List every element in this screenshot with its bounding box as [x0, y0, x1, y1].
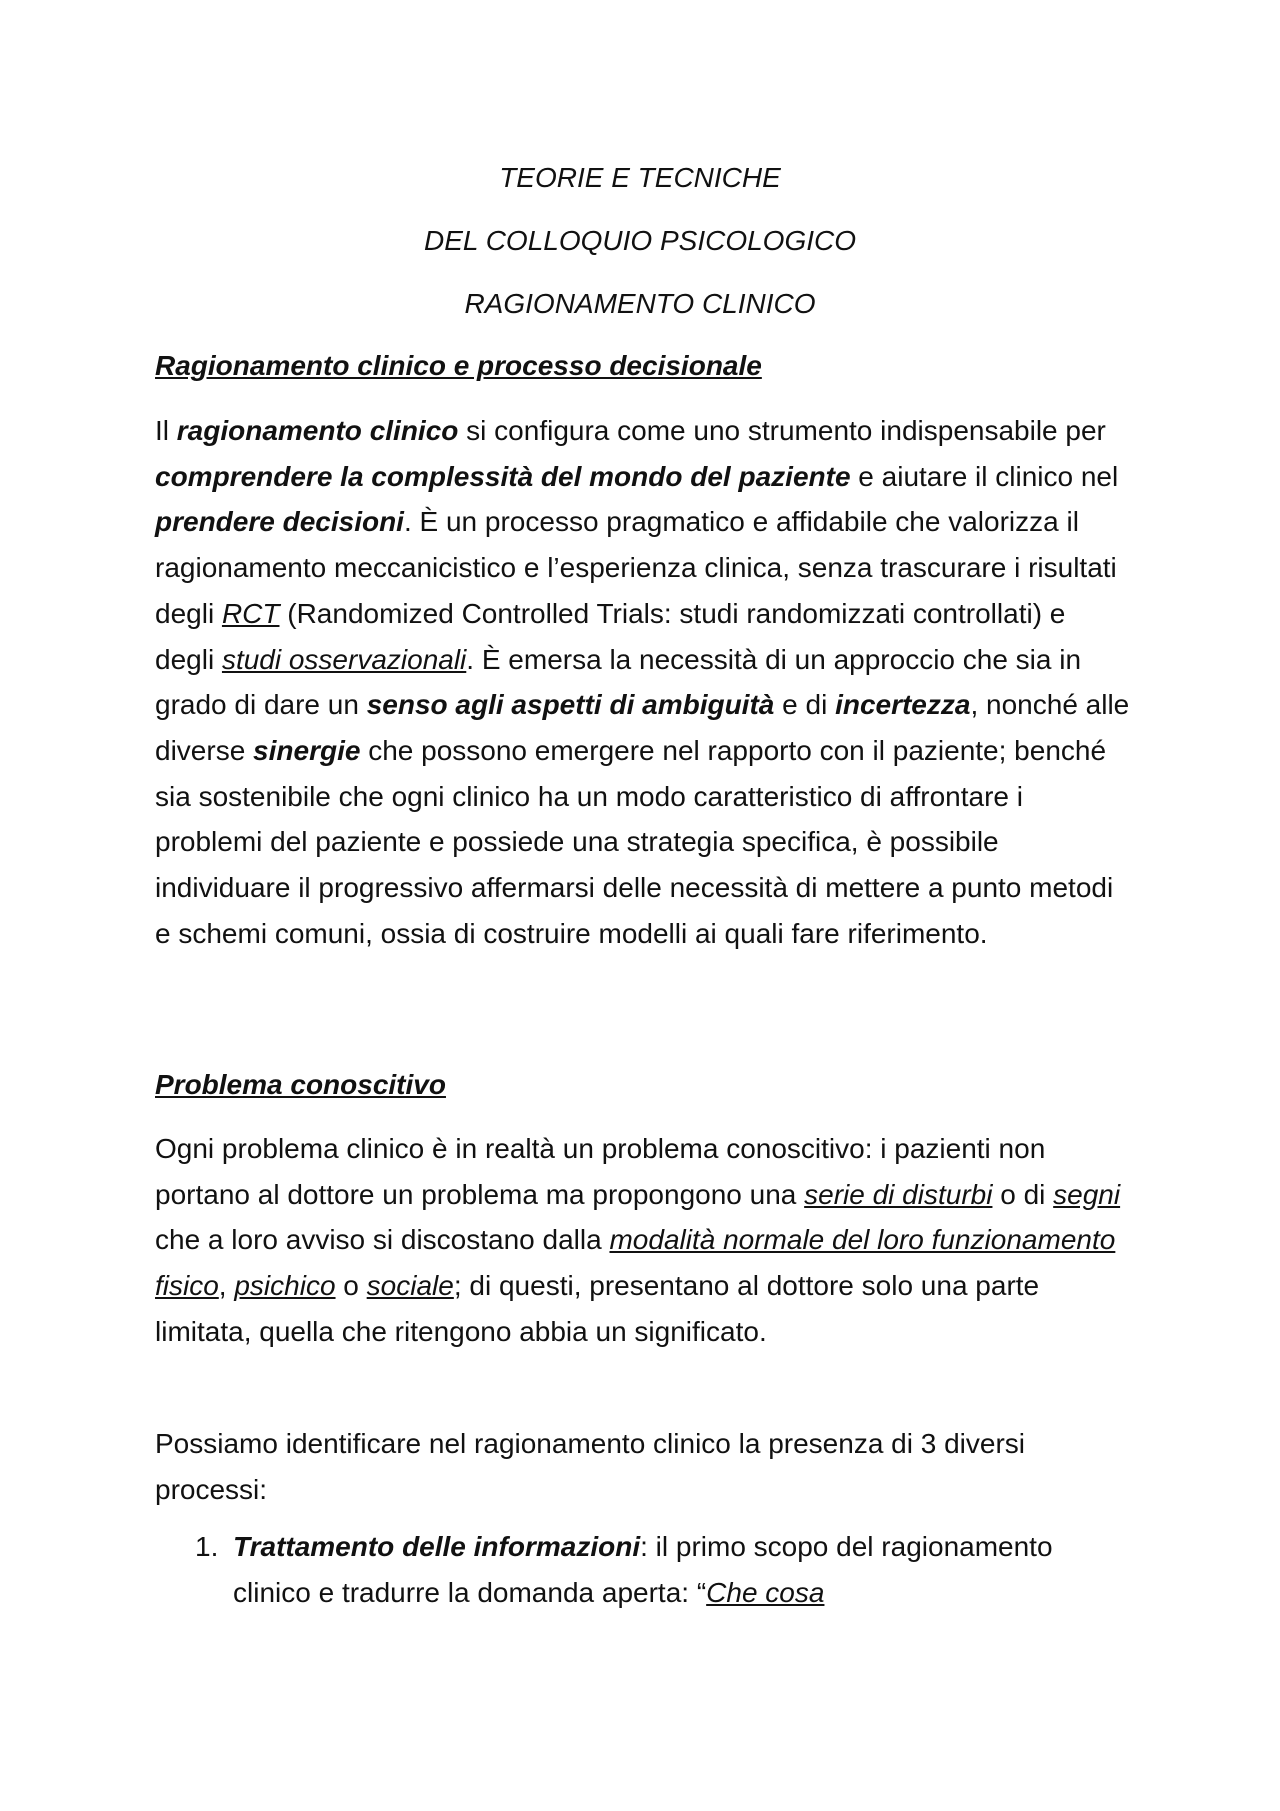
- document-title-line-1: TEORIE E TECNICHE: [499, 162, 781, 193]
- text-run: o di: [992, 1178, 1054, 1210]
- text-run: ; di questi, presentano al dottore solo una parte limitata, quella che ritengono abbia un significato.: [155, 1270, 1040, 1347]
- underlined-term-rct: RCT: [221, 597, 280, 629]
- text-run: (Randomized Controlled Trials: studi randomizzati controllati) e degli: [155, 597, 1066, 675]
- list-item: [155, 1524, 1130, 1615]
- text-run: . È un processo pragmatico e affidabile che valorizza il ragionamento meccanicistico e l’esperienza clinica, senza trascurare i risultati degli: [155, 506, 1117, 629]
- list-item-quote: Che cosa: [706, 1576, 825, 1608]
- text-run: si configura come uno strumento indispensabile per: [458, 415, 1106, 446]
- underlined-term: serie di disturbi: [804, 1178, 993, 1210]
- underlined-term: modalità normale del loro funzionamento fisico: [155, 1224, 1116, 1302]
- bold-italic-term: incertezza: [835, 689, 971, 721]
- text-run: e di: [774, 689, 836, 721]
- section-heading-clinical-reasoning: Ragionamento clinico e processo decisionale: [155, 350, 762, 381]
- bold-italic-term: sinergie: [253, 734, 361, 766]
- section-heading-cognitive-problem: Problema conoscitivo: [155, 1069, 446, 1100]
- text-run: . È emersa la necessità di un approccio che sia in grado di dare un: [155, 643, 1082, 721]
- bold-italic-term: ragionamento clinico: [176, 415, 459, 446]
- numbered-list: [155, 1524, 1130, 1615]
- underlined-term: sociale: [366, 1270, 454, 1302]
- paragraph-cognitive-problem: [155, 1126, 1130, 1355]
- list-item-term: Trattamento delle informazioni: [233, 1531, 641, 1562]
- bold-italic-term: comprendere la complessità del mondo del paziente: [155, 460, 851, 492]
- text-run: che possono emergere nel rapporto con il paziente; benché sia sostenibile che ogni clinico ha un modo caratteristico di affrontare i problemi del paziente e possiede una strategia specifica, è possibile individuare il progressivo affermarsi delle necessità di mettere a punto metodi e schemi comuni, ossia di costruire modelli ai quali fare riferimento.: [155, 734, 1114, 949]
- underlined-term: segni: [1053, 1178, 1121, 1210]
- document-title-line-3: RAGIONAMENTO CLINICO: [464, 288, 816, 319]
- paragraph-clinical-reasoning: [155, 408, 1130, 956]
- list-item-text: : il primo scopo del ragionamento clinico e tradurre la domanda aperta: “: [233, 1531, 1053, 1608]
- text-run: che a loro avviso si discostano dalla: [155, 1224, 610, 1256]
- underlined-term: psichico: [234, 1270, 336, 1302]
- text-run: o: [335, 1270, 367, 1302]
- text-run: Il: [155, 415, 177, 446]
- text-run: ,: [218, 1270, 235, 1302]
- document-title-line-2: DEL COLLOQUIO PSICOLOGICO: [423, 225, 857, 256]
- text-run: , nonché alle diverse: [155, 689, 1130, 766]
- underlined-term: studi osservazionali: [221, 643, 467, 675]
- list-item-number: 1.: [195, 1531, 219, 1562]
- bold-italic-term: prendere decisioni: [155, 506, 404, 538]
- bold-italic-term: senso agli aspetti di ambiguità: [366, 689, 775, 721]
- paragraph-processes-intro: Possiamo identificare nel ragionamento clinico la presenza di 3 diversi processi:: [155, 1428, 1026, 1505]
- text-run: Ogni problema clinico è in realtà un problema conoscitivo: i pazienti non portano al dottore un problema ma propongono una: [155, 1133, 1046, 1210]
- text-run: e aiutare il clinico nel: [850, 460, 1119, 492]
